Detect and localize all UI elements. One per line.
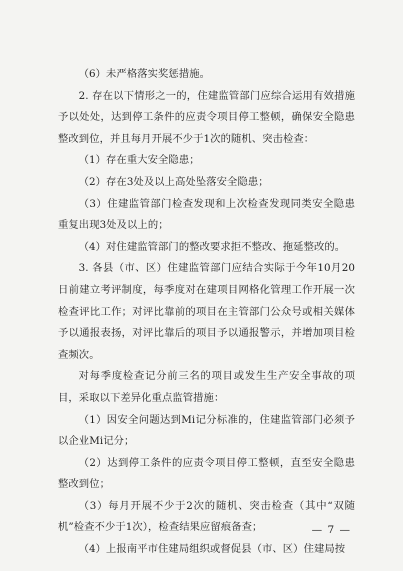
paragraph-item-4: （4）对住建监管部门的整改要求拒不整改、拖延整改的。 bbox=[78, 240, 346, 253]
paragraph-measure-3: （3）每月开展不少于2次的随机、突击检查（其中“双随机”检查不少于1次），检查结果应留痕备查； bbox=[58, 499, 355, 534]
paragraph-section-3: 3. 各县（市、区）住建监管部门应结合实际于今年10月20日前建立考评制度，每季度对在建项目网格化管理工作开展一次检查评比工作；对评比靠前的项目在主管部门公众号或相关媒体予以通报表扬，对评比靠后的项目予以通报警示，并增加项目检查频次。 bbox=[58, 262, 355, 361]
paragraph-measure-2: （2）达到停工条件的应责令项目停工整顿，直至安全隐患整改到位； bbox=[58, 456, 355, 491]
paragraph-item-2: （2）存在3处及以上高处坠落安全隐患； bbox=[78, 175, 269, 188]
paragraph-item-3: （3）住建监管部门检查发现和上次检查发现同类安全隐患重复出现3处及以上的； bbox=[58, 197, 355, 232]
paragraph-item-6: （6）未严格落实奖惩措施。 bbox=[78, 68, 211, 80]
paragraph-item-1: （1）存在重大安全隐患； bbox=[78, 154, 200, 167]
paragraph-quarterly-intro: 对每季度检查记分前三名的项目或发生生产安全事故的项目，采取以下差异化重点监管措施： bbox=[58, 370, 355, 404]
page-number: — 7 — bbox=[311, 524, 351, 536]
document-page bbox=[58, 64, 355, 554]
paragraph-measure-4: （4）上报南平市住建局组织或督促县（市、区）住建局按 bbox=[78, 543, 346, 556]
paragraph-section-2: 2. 存在以下情形之一的，住建监管部门应综合运用有效措施予以处处，达到停工条件的应责令项目停工整顿，确保安全隐患整改到位，并且每月开展不少于1次的随机、突击检查： bbox=[58, 89, 355, 145]
paragraph-measure-1: （1）因安全问题达到Mi记分标准的，住建监管部门必须予以企业Mi记分； bbox=[58, 413, 355, 448]
